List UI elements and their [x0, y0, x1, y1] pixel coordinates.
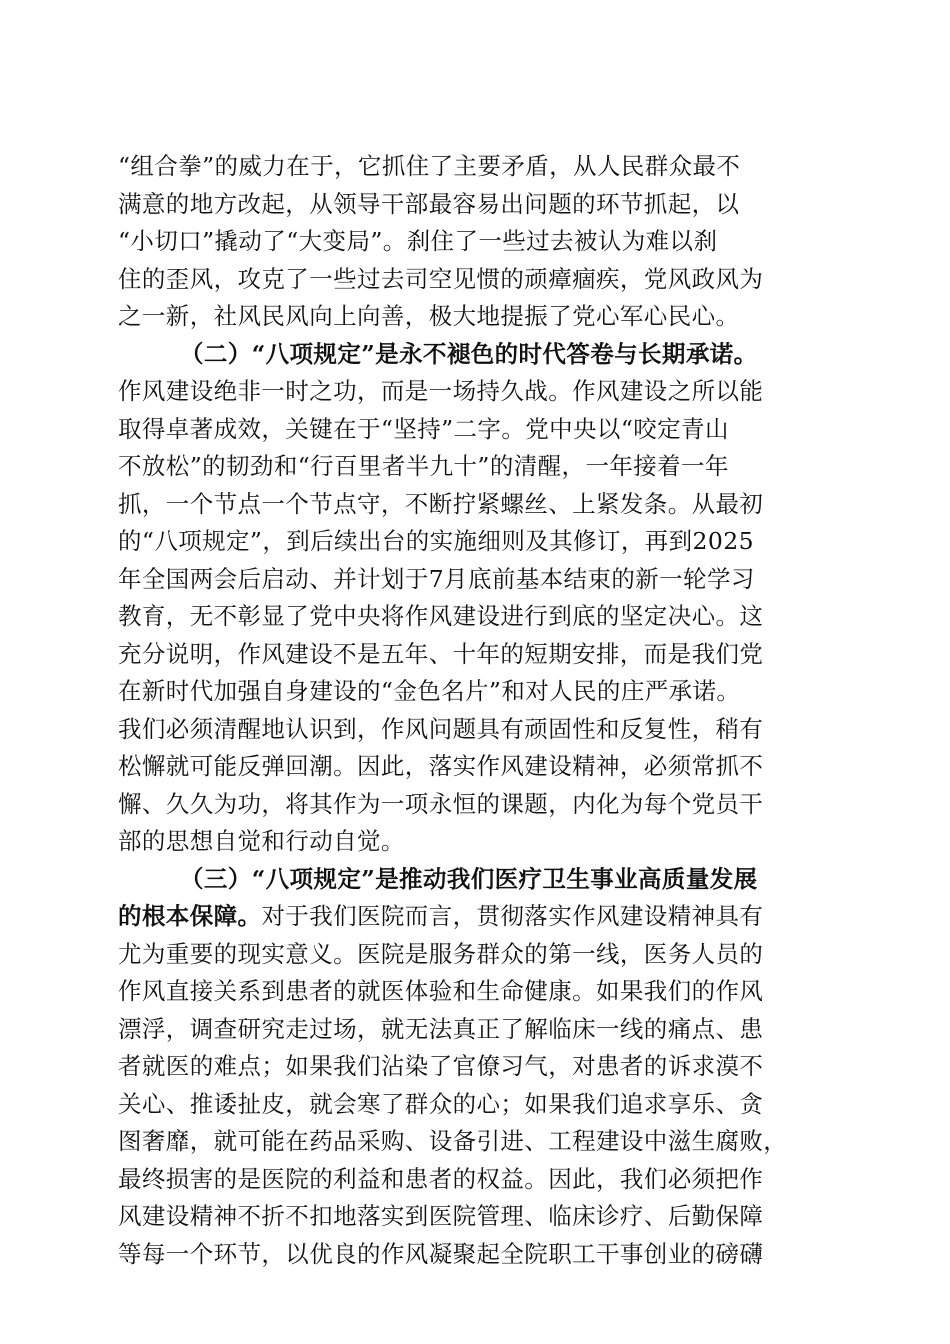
- section-heading-3-end: 的根本保障。: [118, 902, 262, 930]
- text-line: 满意的地方改起，从领导干部最容易出问题的环节抓起，以: [118, 189, 740, 218]
- text-line: 漂浮，调查研究走过场，就无法真正了解临床一线的痛点、患: [118, 1014, 764, 1043]
- text-line: 作风建设绝非一时之功，而是一场持久战。作风建设之所以能: [118, 377, 764, 405]
- text-line: 不放松”的韧劲和“行百里者半九十”的清醒，一年接着一年: [118, 452, 729, 480]
- text-line: 在新时代加强自身建设的“金色名片”和对人民的庄严承诺。: [118, 677, 741, 705]
- text-line: 关心、推诿扯皮，就会寒了群众的心；如果我们追求享乐、贪: [118, 1089, 764, 1118]
- text-line: 取得卓著成效，关键在于“坚持”二字。党中央以“咬定青山: [118, 414, 729, 443]
- text-line: 部的思想自觉和行动自觉。: [118, 827, 405, 855]
- text-line: 松懈就可能反弹回潮。因此，落实作风建设精神，必须常抓不: [118, 752, 764, 780]
- text-line: 抓，一个节点一个节点守，不断拧紧螺丝、上紧发条。从最初: [118, 489, 764, 518]
- text-line: [118, 898, 830, 936]
- text-line: “组合拳”的威力在于，它抓住了主要矛盾，从人民群众最不: [118, 152, 741, 180]
- text-line: 懈、久久为功，将其作为一项永恒的课题，内化为每个党员干: [118, 789, 764, 818]
- text-line: 图奢靡，就可能在药品采购、设备引进、工程建设中滋生腐败，: [118, 1127, 788, 1155]
- text-line: “小切口”撬动了“大变局”。刹住了一些过去被认为难以刹: [118, 227, 718, 255]
- text-line: 作风直接关系到患者的就医体验和生命健康。如果我们的作风: [118, 977, 764, 1005]
- text-line: 住的歪风，攻克了一些过去司空见惯的顽瘴痼疾，党风政风为: [118, 264, 764, 293]
- text-line-rest: 对于我们医院而言，贯彻落实作风建设精神具有: [261, 902, 764, 930]
- text-line: 之一新，社风民风向上向善，极大地提振了党心军心民心。: [118, 302, 740, 330]
- text-line: 最终损害的是医院的利益和患者的权益。因此，我们必须把作: [118, 1164, 764, 1193]
- text-line: 年全国两会后启动、并计划于7月底前基本结束的新一轮学习: [118, 564, 755, 593]
- text-line: 风建设精神不折不扣地落实到医院管理、临床诊疗、后勤保障: [118, 1202, 764, 1230]
- text-line: 者就医的难点；如果我们沾染了官僚习气，对患者的诉求漠不: [118, 1052, 764, 1080]
- text-line: 等每一个环节，以优良的作风凝聚起全院职工干事创业的磅礴: [118, 1239, 764, 1268]
- text-line: 尤为重要的现实意义。医院是服务群众的第一线，医务人员的: [118, 939, 764, 968]
- text-line: 教育，无不彰显了党中央将作风建设进行到底的坚定决心。这: [118, 602, 764, 630]
- text-line: 的“八项规定”，到后续出台的实施细则及其修订，再到2025: [118, 527, 754, 555]
- section-heading-2: （二）“八项规定”是永不褪色的时代答卷与长期承诺。: [180, 339, 758, 368]
- body-text: [118, 148, 830, 1273]
- text-line: 我们必须清醒地认识到，作风问题具有顽固性和反复性，稍有: [118, 714, 764, 743]
- text-line: 充分说明，作风建设不是五年、十年的短期安排，而是我们党: [118, 639, 764, 668]
- section-heading-3: （三）“八项规定”是推动我们医疗卫生事业高质量发展: [180, 864, 758, 893]
